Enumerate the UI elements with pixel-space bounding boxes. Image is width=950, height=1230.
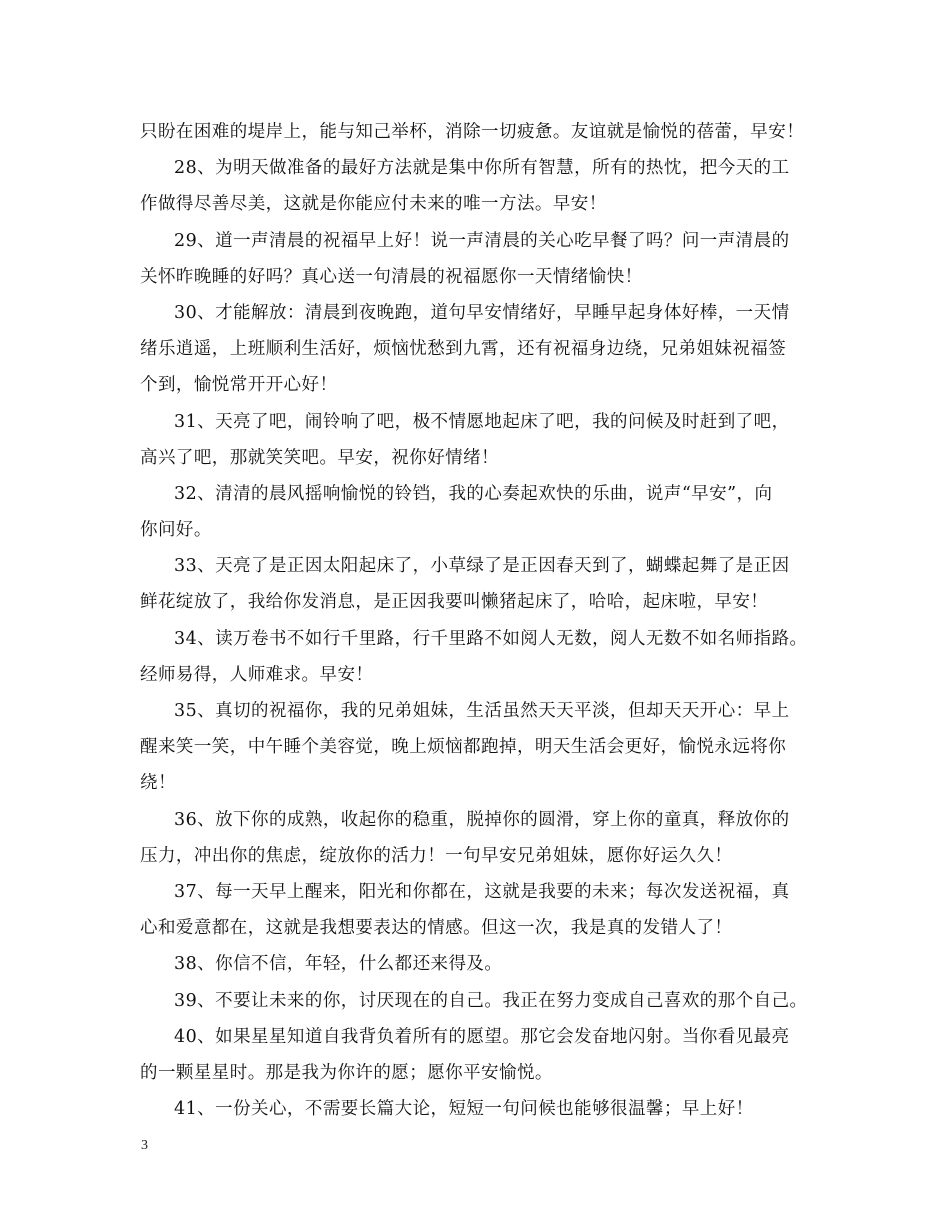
document-body [140, 114, 816, 1127]
text-line: 心和爱意都在，这就是我想要表达的情感。但这一次，我是真的发错人了！ [140, 918, 733, 939]
text-line: 绪乐逍遥，上班顺利生活好，烦恼忧愁到九霄，还有祝福身边绕，兄弟姐妹祝福签 [140, 339, 787, 360]
text-line: 29、道一声清晨的祝福早上好！说一声清晨的关心吃早餐了吗？问一声清晨的 [174, 230, 790, 251]
text-line: 36、放下你的成熟，收起你的稳重，脱掉你的圆滑，穿上你的童真，释放你的 [174, 809, 790, 830]
text-line: 39、不要让未来的你，讨厌现在的自己。我正在努力变成自己喜欢的那个自己。 [174, 990, 808, 1011]
text-line: 32、清清的晨风摇响愉悦的铃铛，我的心奏起欢快的乐曲，说声“早安”，向 [174, 483, 773, 504]
text-line: 绕！ [140, 773, 176, 794]
text-line: 个到，愉悦常开开心好！ [140, 375, 338, 396]
text-line: 34、读万卷书不如行千里路，行千里路不如阅人无数，阅人无数不如名师指路。 [174, 628, 808, 649]
text-line: 作做得尽善尽美，这就是你能应付未来的唯一方法。早安！ [140, 194, 607, 215]
text-line: 38、你信不信，年轻，什么都还来得及。 [174, 954, 503, 975]
text-line: 只盼在困难的堤岸上，能与知己举杯，消除一切疲惫。友谊就是愉悦的蓓蕾，早安！ [140, 122, 805, 142]
text-line: 37、每一天早上醒来，阳光和你都在，这就是我要的未来；每次发送祝福，真 [174, 881, 790, 902]
text-line: 经师易得，人师难求。早安！ [140, 664, 374, 685]
text-line: 鲜花绽放了，我给你发消息，是正因我要叫懒猪起床了，哈哈，起床啦，早安！ [140, 592, 769, 613]
text-line: 35、真切的祝福你，我的兄弟姐妹，生活虽然天天平淡，但却天天开心：早上 [174, 701, 790, 721]
text-line: 30、才能解放：清晨到夜晚跑，道句早安情绪好，早睡早起身体好棒，一天情 [174, 302, 790, 323]
page-number: 3 [141, 1138, 148, 1153]
text-line: 醒来笑一笑，中午睡个美容觉，晚上烦恼都跑掉，明天生活会更好，愉悦永远将你 [140, 737, 787, 758]
text-line: 的一颗星星时。那是我为你许的愿；愿你平安愉悦。 [140, 1062, 553, 1083]
text-line: 31、天亮了吧，闹铃响了吧，极不情愿地起床了吧，我的问候及时赶到了吧， [174, 411, 790, 432]
text-line: 高兴了吧，那就笑笑吧。早安，祝你好情绪！ [140, 447, 499, 468]
text-line: 40、如果星星知道自我背负着所有的愿望。那它会发奋地闪射。当你看见最亮 [174, 1026, 790, 1047]
text-line: 关怀昨晚睡的好吗？真心送一句清晨的祝福愿你一天情绪愉快！ [140, 266, 643, 287]
text-line: 压力，冲出你的焦虑，绽放你的活力！一句早安兄弟姐妹，愿你好运久久！ [140, 845, 733, 866]
text-line: 你问好。 [140, 520, 212, 541]
text-line: 28、为明天做准备的最好方法就是集中你所有智慧，所有的热忱，把今天的工 [174, 158, 790, 179]
text-line: 33、天亮了是正因太阳起床了，小草绿了是正因春天到了，蝴蝶起舞了是正因 [174, 556, 790, 577]
text-line: 41、一份关心，不需要长篇大论，短短一句问候也能够很温馨；早上好！ [174, 1099, 754, 1120]
